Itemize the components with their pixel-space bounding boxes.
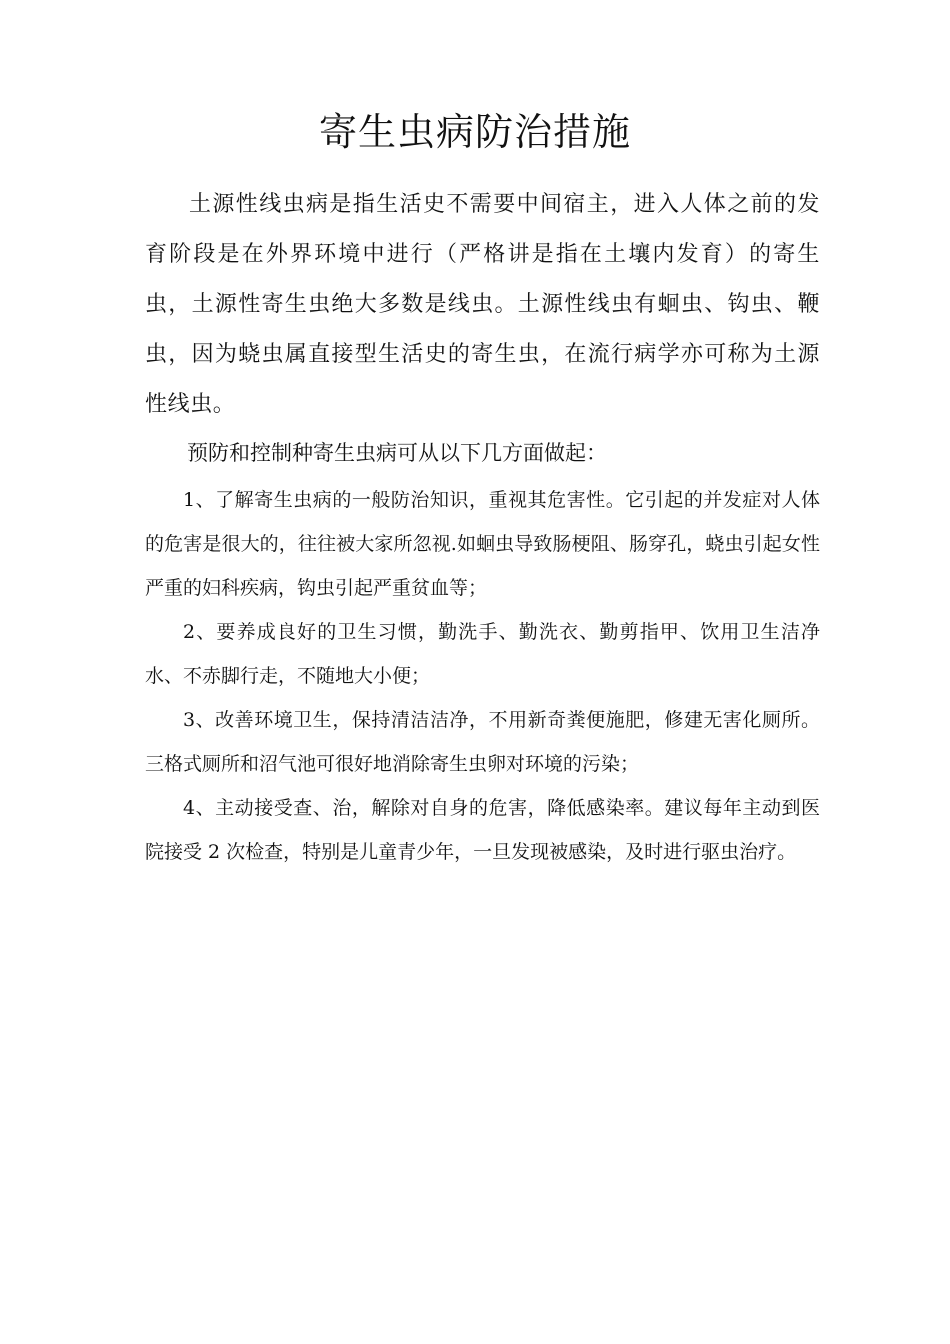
intro-paragraph: 土源性线虫病是指生活史不需要中间宿主，进入人体之前的发育阶段是在外界环境中进行（严格讲是指在土壤内发育）的寄生虫，土源性寄生虫绝大多数是线虫。土源性线虫有蛔虫、钩虫、鞭虫，因为蛲虫属直接型生活史的寄生虫，在流行病学亦可称为土源性线虫。 bbox=[145, 192, 820, 417]
measures-list bbox=[145, 478, 820, 874]
measure-item-2: 2、要养成良好的卫生习惯，勤洗手、勤洗衣、勤剪指甲、饮用卫生洁净水、不赤脚行走，不随地大小便； bbox=[145, 621, 820, 687]
measure-item-4: 4、主动接受查、治，解除对自身的危害，降低感染率。建议每年主动到医院接受 2 次检查，特别是儿童青少年，一旦发现被感染，及时进行驱虫治疗。 bbox=[145, 797, 820, 863]
measure-item-3: 3、改善环境卫生，保持清洁洁净，不用新奇粪便施肥，修建无害化厕所。三格式厕所和沼气池可很好地消除寄生虫卵对环境的污染； bbox=[145, 709, 820, 775]
intro-section bbox=[145, 180, 820, 430]
lead-paragraph: 预防和控制种寄生虫病可从以下几方面做起： bbox=[187, 441, 607, 465]
measure-item-1: 1、了解寄生虫病的一般防治知识，重视其危害性。它引起的并发症对人体的危害是很大的，往往被大家所忽视.如蛔虫导致肠梗阻、肠穿孔，蛲虫引起女性严重的妇科疾病，钩虫引起严重贫血等； bbox=[145, 489, 820, 599]
document-title: 寄生虫病防治措施 bbox=[318, 110, 631, 154]
